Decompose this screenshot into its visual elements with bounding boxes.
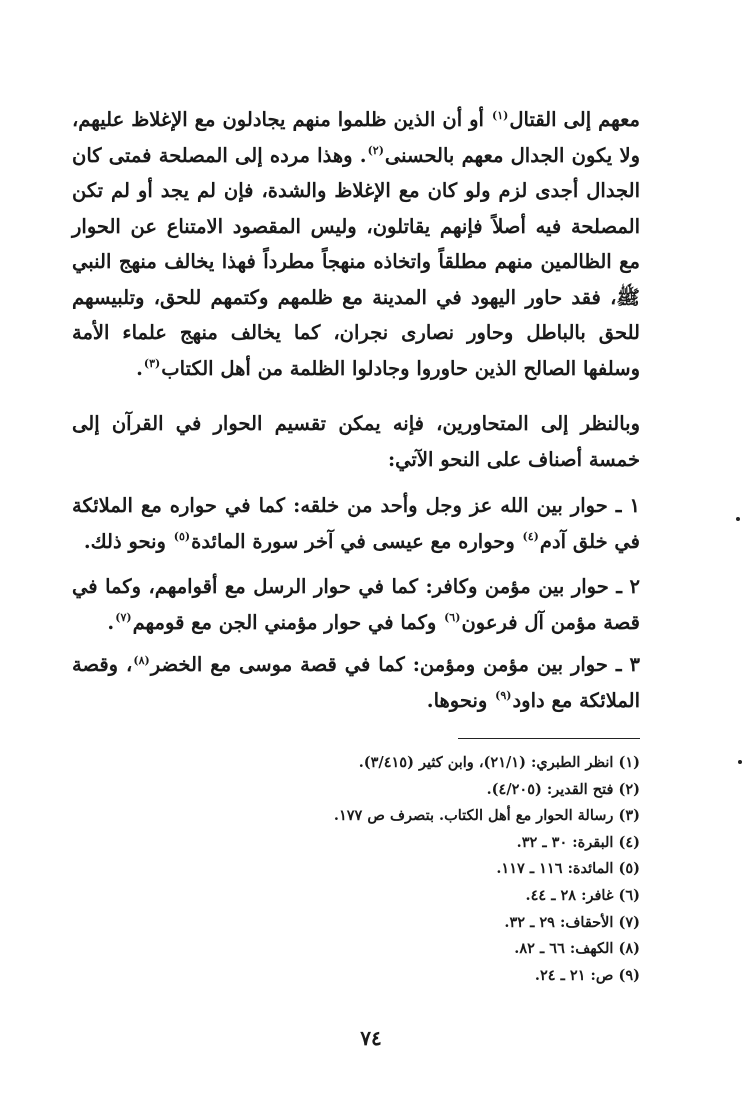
text-run: . <box>136 356 143 380</box>
footnotes-list <box>200 750 640 989</box>
footnote-3: (٣) رسالة الحوار مع أهل الكتاب. بتصرف ص ١٧٧. <box>333 807 640 825</box>
footnote-9: (٩) ص: ٢١ ـ ٢٤. <box>534 966 640 984</box>
paragraph-classification-intro: وبالنظر إلى المتحاورين، فإنه يمكن تقسيم الحوار في القرآن إلى خمسة أصناف على النحو الآتي: <box>72 412 640 471</box>
footnote-separator <box>458 738 640 739</box>
text-run: أو أن الذين ظلموا منهم يجادلون مع الإغلاظ عليهم، ولا يكون الجدال معهم بالحسنى <box>72 108 640 167</box>
list-item-dialogue-believer-believer <box>72 647 640 718</box>
text-run: ونحوها. <box>426 688 495 712</box>
text-run: ٢ ـ حوار بين مؤمن وكافر: كما في حوار الرسل مع أقوامهم، وكما في قصة مؤمن آل فرعون <box>72 575 640 634</box>
text-run: معهم إلى القتال <box>509 108 640 131</box>
footnote-6: (٦) غافر: ٢٨ ـ ٤٤. <box>525 886 640 904</box>
text-run: ونحو ذلك. <box>83 529 173 553</box>
footnote-ref-4[interactable]: (٤) <box>522 530 539 543</box>
footnote-4: (٤) البقرة: ٣٠ ـ ٣٢. <box>516 833 640 851</box>
list-item-dialogue-god-creation <box>72 488 640 559</box>
text-run: ١ ـ حوار بين الله عز وجل وأحد من خلقه: كما في حواره مع الملائكة في خلق آدم <box>72 494 640 553</box>
footnote-ref-5[interactable]: (٥) <box>173 530 191 543</box>
footnote-ref-8[interactable]: (٨) <box>133 653 150 667</box>
paragraph-combat-and-dialogue <box>72 102 640 386</box>
text-run: . وهذا مرده إلى المصلحة فمتى كان الجدال أجدى لزم ولو كان مع الإغلاظ والشدة، فإن لم يجد أو لم تكن المصلحة فيه أصلاً فإنهم يقاتلون، وليس المقصود الامتناع عن الحوار مع الظالمين منهم مطلقاً واتخاذه منهجاً مطرداً فهذا يخالف منهج النبي ﷺ، فقد حاور اليهود في المدينة مع ظلمهم وكتمهم للحق، وتلبيسهم للحق بالباطل وحاور نصارى نجران، كما يخالف منهج علماء الأمة وسلفها الصالح الذين حاوروا وجادلوا الظلمة من أهل الكتاب <box>72 143 640 380</box>
footnote-1: (١) انظر الطبري: (٢١/١)، وابن كثير (٣/٤١٥). <box>358 754 640 771</box>
footnote-2: (٢) فتح القدير: (٤/٢٠٥). <box>486 780 640 798</box>
text-run: . <box>107 610 115 634</box>
footnote-ref-3[interactable]: (٣) <box>143 357 161 370</box>
text-run: وكما في حوار مؤمني الجن مع قومهم <box>132 610 444 634</box>
footnote-5: (٥) المائدة: ١١٦ ـ ١١٧. <box>496 860 640 878</box>
page-number: ٧٤ <box>360 1026 382 1050</box>
text-run: ، وقصة الملائكة مع داود <box>72 653 640 712</box>
scan-speck <box>738 760 742 764</box>
footnote-ref-9[interactable]: (٩) <box>495 689 512 702</box>
footnote-ref-1[interactable]: (١) <box>491 108 509 122</box>
footnote-ref-2[interactable]: (٢) <box>367 144 384 157</box>
footnote-ref-6[interactable]: (٦) <box>444 611 461 624</box>
footnote-7: (٧) الأحقاف: ٢٩ ـ ٣٢. <box>504 913 640 931</box>
text-run: وحواره مع عيسى في آخر سورة المائدة <box>191 529 522 553</box>
footnote-8: (٨) الكهف: ٦٦ ـ ٨٢. <box>514 940 640 958</box>
scan-speck <box>736 517 740 521</box>
text-run: ٣ ـ حوار بين مؤمن ومؤمن: كما في قصة موسى مع الخضر <box>150 653 640 676</box>
list-item-dialogue-believer-disbeliever <box>72 569 640 640</box>
footnote-ref-7[interactable]: (٧) <box>115 611 132 624</box>
